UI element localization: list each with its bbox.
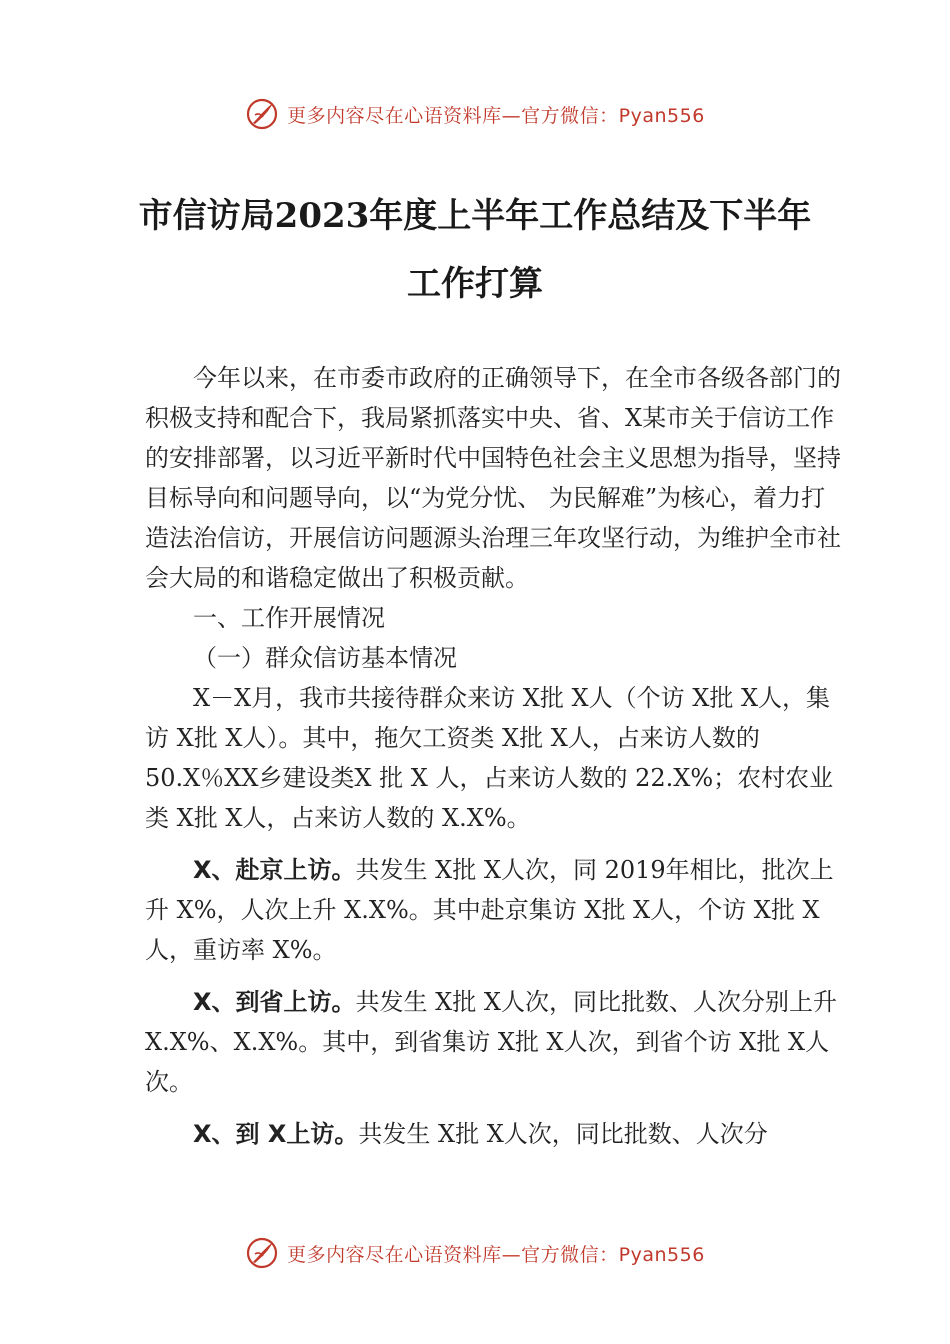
province-lead: X、到省上访。: [193, 988, 356, 1016]
section-heading: 一、工作开展情况: [193, 604, 385, 632]
province-text: 共发生 X批 X人次，同比批数、人次分别上升 X.X%、X.X%。其中，到省集访 X批 X人次，到省个访 X批 X人次。: [145, 988, 837, 1096]
beijing-text: 共发生 X批 X人次，同 2019年相比，批次上升 X%，人次上升 X.X%。其中赴京集访 X批 X人，个访 X批 X人，重访率 X%。: [145, 856, 834, 964]
beijing-paragraph: [145, 850, 845, 970]
header-watermark: [0, 94, 950, 134]
watermark-text: 更多内容尽在心语资料库—官方微信：Pyan556: [287, 104, 705, 127]
city-lead: X、到 X上访。: [193, 1120, 359, 1148]
watermark-text: 更多内容尽在心语资料库—官方微信：Pyan556: [287, 1243, 705, 1266]
footer-watermark: [0, 1233, 950, 1273]
city-paragraph: [145, 1114, 845, 1154]
beijing-lead: X、赴京上访。: [193, 856, 356, 884]
document-body: [145, 358, 845, 1154]
city-text: 共发生 X批 X人次，同比批数、人次分: [358, 1120, 768, 1148]
quill-seal-icon: [245, 1236, 279, 1270]
province-paragraph: [145, 982, 845, 1102]
document-title: 市信访局2023年度上半年工作总结及下半年工作打算: [138, 196, 812, 304]
intro-paragraph: 今年以来，在市委市政府的正确领导下，在全市各级各部门的积极支持和配合下，我局紧抓落实中央、省、X某市关于信访工作的安排部署，以习近平新时代中国特色社会主义思想为指导，坚持目标导向和问题导向，以“为党分忧、 为民解难”为核心，着力打造法治信访，开展信访问题源头治理三年攻坚行动，为维护全市社会大局的和谐稳定做出了积极贡献。: [145, 364, 841, 592]
subsection-heading: （一）群众信访基本情况: [193, 644, 457, 672]
visits-paragraph: X－X月，我市共接待群众来访 X批 X人（个访 X批 X人，集访 X批 X人）。其中，拖欠工资类 X批 X人，占来访人数的 50.X％XX乡建设类X 批 X 人，占来访人数的 22.X%；农村农业类 X批 X人，占来访人数的 X.X%。: [145, 684, 834, 832]
quill-seal-icon: [245, 97, 279, 131]
